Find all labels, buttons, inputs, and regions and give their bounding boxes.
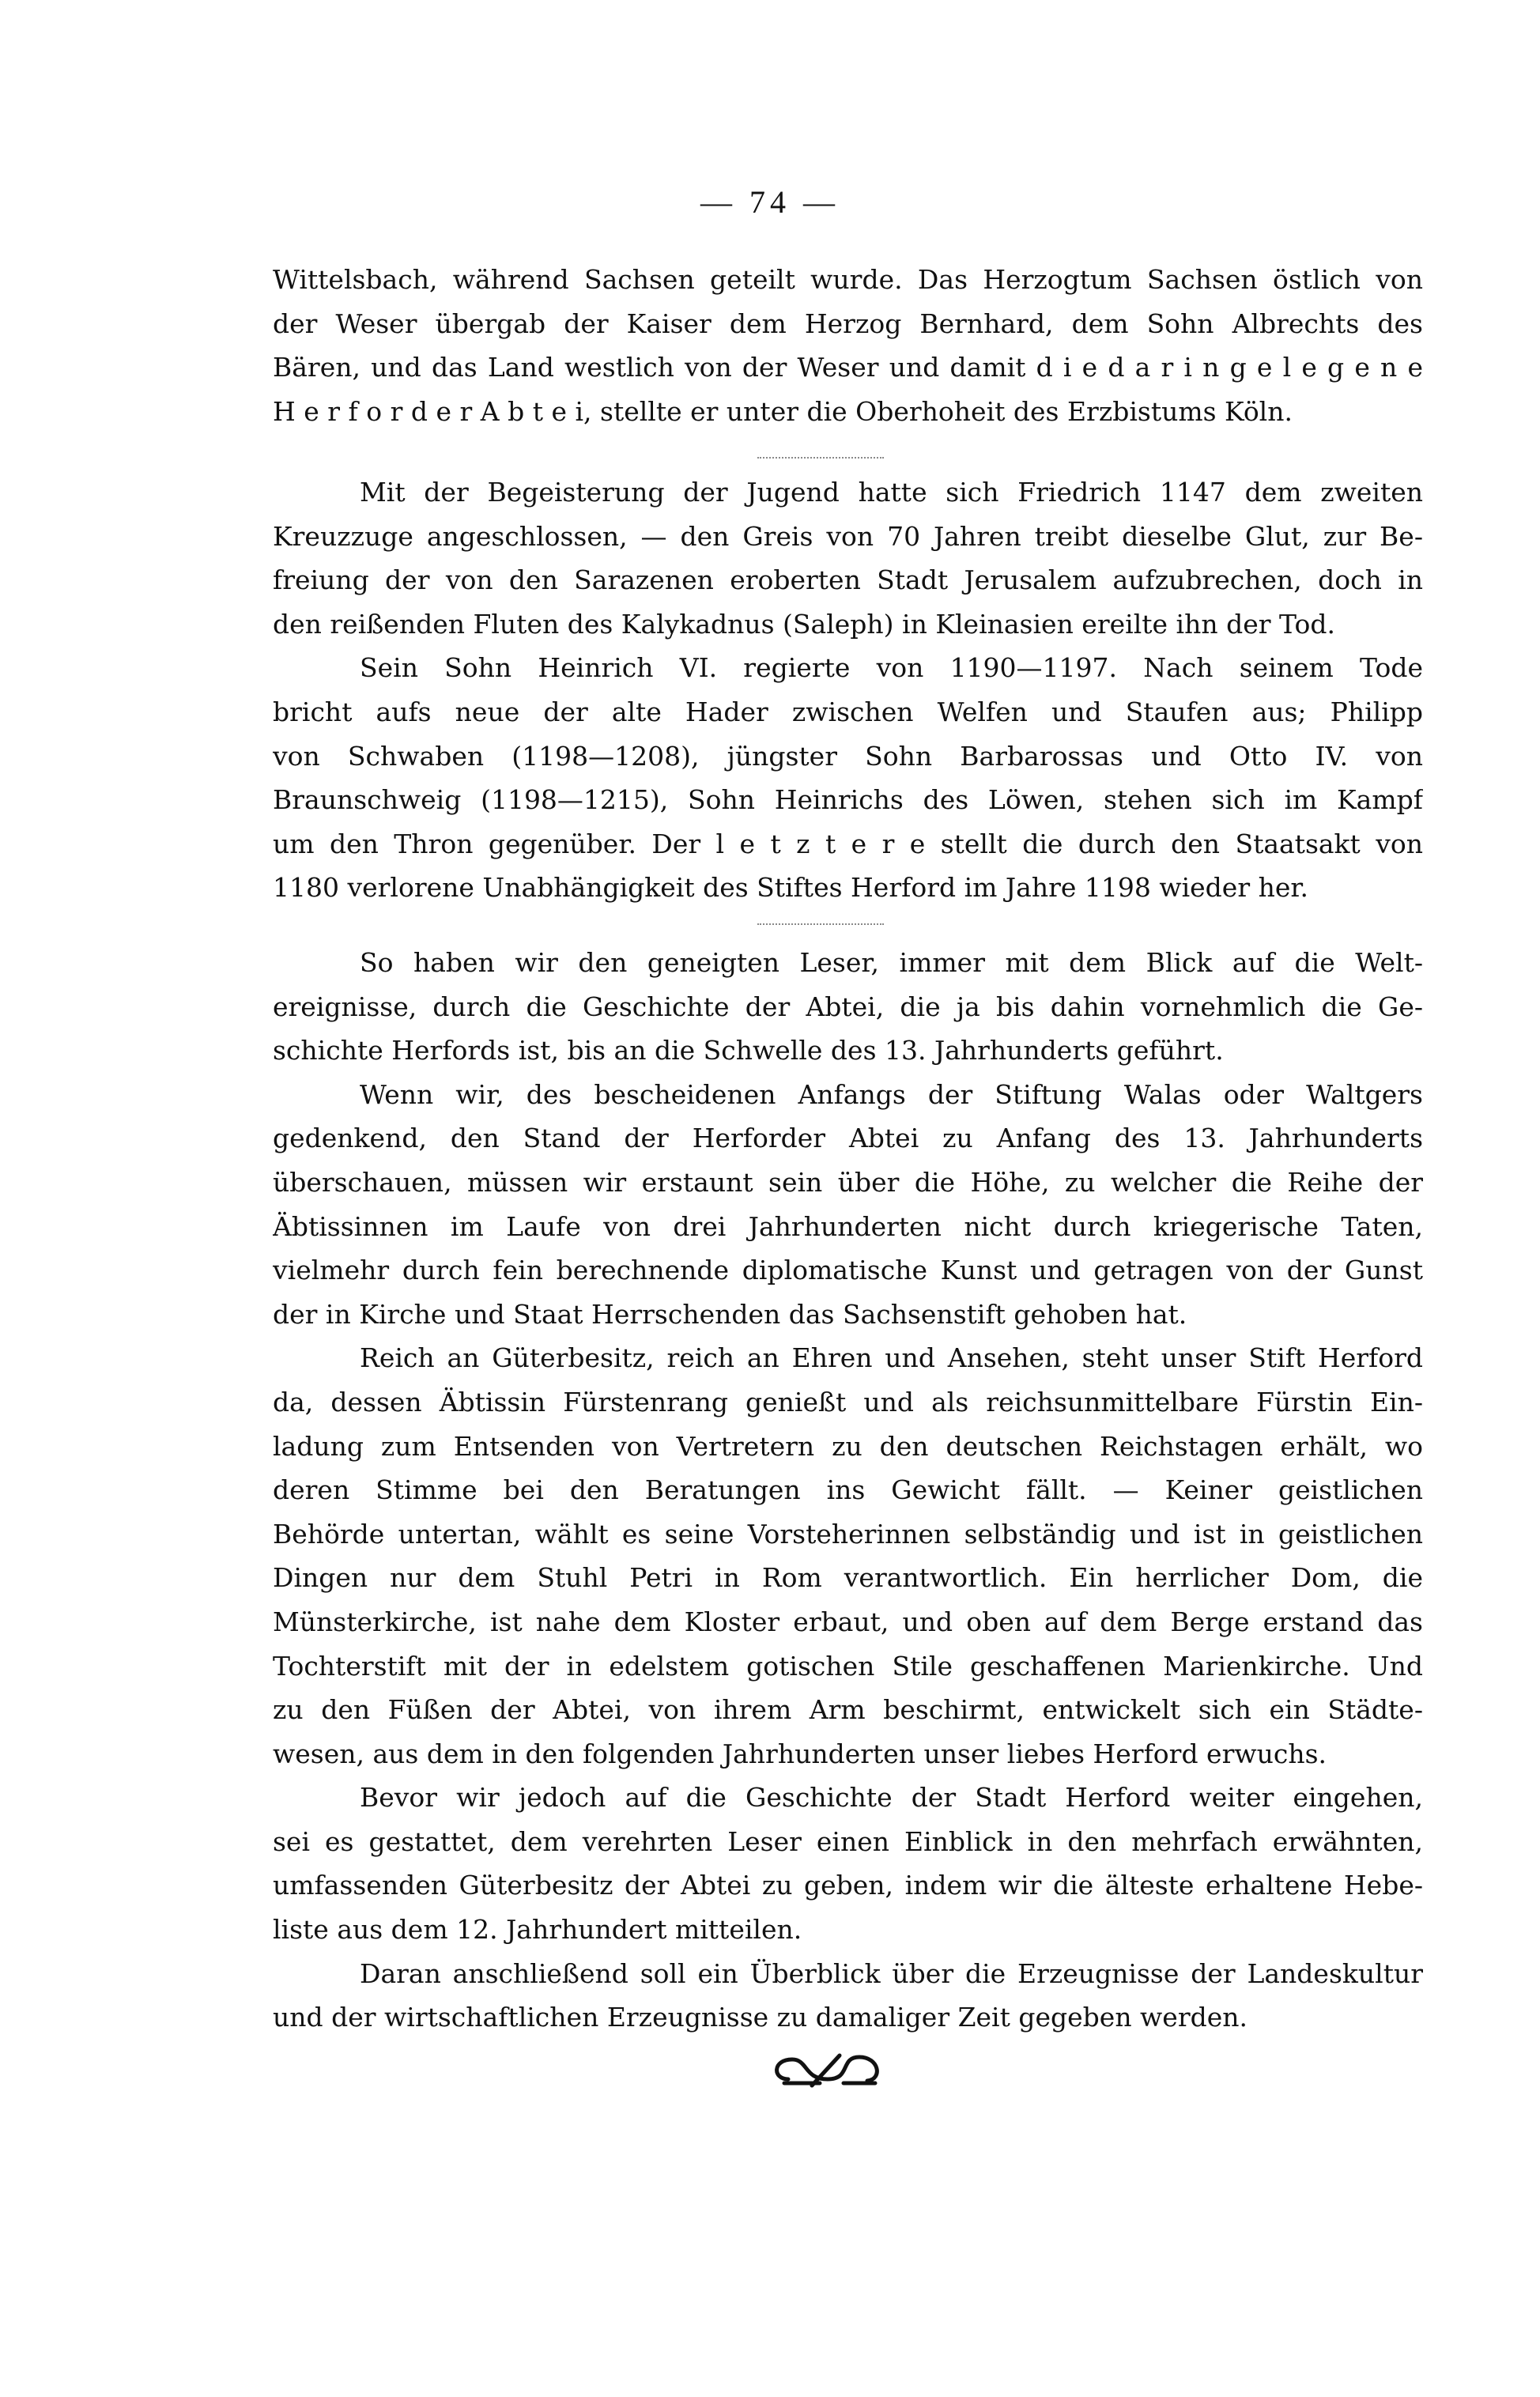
text-line: um den Thron gegenüber. Der l e t z t e r e stellt die durch den Staatsakt von [273, 828, 1423, 859]
text-line: Reich an Güterbesitz, reich an Ehren und Ansehen, steht unser Stift Herford [360, 1342, 1423, 1374]
text-block-3 [273, 941, 1423, 2040]
text-line: den reißenden Fluten des Kalykadnus (Saleph) in Kleinasien ereilte ihn der Tod. [273, 608, 1335, 640]
text-line: umfassenden Güterbesitz der Abtei zu geben, indem wir die älteste erhaltene Hebe- [273, 1870, 1423, 1901]
text-line: da, dessen Äbtissin Fürstenrang genießt und als reichsunmittelbare Fürstin Ein- [273, 1386, 1423, 1417]
section-divider [757, 923, 884, 925]
text-line: Braunschweig (1198—1215), Sohn Heinrichs des Löwen, stehen sich im Kampf [273, 784, 1423, 816]
text-line: Münsterkirche, ist nahe dem Kloster erbaut, und oben auf dem Berge erstand das [273, 1606, 1423, 1637]
text-line: wesen, aus dem in den folgenden Jahrhunderten unser liebes Herford erwuchs. [273, 1738, 1327, 1769]
paragraph [273, 1073, 1423, 1337]
text-line: Äbtissinnen im Laufe von drei Jahrhunderten nicht durch kriegerische Taten, [273, 1210, 1423, 1242]
text-line: liste aus dem 12. Jahrhundert mitteilen. [273, 1914, 802, 1946]
text-line: deren Stimme bei den Beratungen ins Gewicht fällt. — Keiner geistlichen [273, 1474, 1423, 1506]
text-line: zu den Füßen der Abtei, von ihrem Arm beschirmt, entwickelt sich ein Städte- [273, 1694, 1423, 1726]
paragraph [273, 1336, 1423, 1776]
text-line: Wenn wir, des bescheidenen Anfangs der Stiftung Walas oder Waltgers [360, 1078, 1423, 1110]
text-line: der Weser übergab der Kaiser dem Herzog Bernhard, dem Sohn Albrechts des [273, 308, 1423, 339]
paragraph [273, 1776, 1423, 1951]
text-line: Daran anschließend soll ein Überblick über die Erzeugnisse der Landeskultur [360, 1957, 1423, 1989]
text-line: der in Kirche und Staat Herrschenden das Sachsenstift gehoben hat. [273, 1298, 1187, 1330]
text-block-1 [273, 258, 1423, 433]
page-number: — 74 — [700, 184, 840, 220]
text-line: Kreuzzuge angeschlossen, — den Greis von 70 Jahren treibt dieselbe Glut, zur Be- [273, 520, 1423, 552]
text-line: Sein Sohn Heinrich VI. regierte von 1190—1197. Nach seinem Tode [360, 652, 1423, 684]
paragraph [273, 258, 1423, 433]
text-line: ladung zum Entsenden von Vertretern zu den deutschen Reichstagen erhält, wo [273, 1430, 1423, 1462]
text-line: vielmehr durch fein berechnende diplomatische Kunst und getragen von der Gunst [273, 1255, 1423, 1286]
ornament-flourish [764, 2048, 896, 2095]
text-line: gedenkend, den Stand der Herforder Abtei zu Anfang des 13. Jahrhunderts [273, 1123, 1423, 1154]
paragraph [273, 941, 1423, 1073]
text-line: freiung der von den Sarazenen eroberten Stadt Jerusalem aufzubrechen, doch in [273, 564, 1423, 596]
text-line: überschauen, müssen wir erstaunt sein über die Höhe, zu welcher die Reihe der [273, 1166, 1423, 1198]
text-line: H e r f o r d e r A b t e i, stellte er unter die Oberhoheit des Erzbistums Köln. [273, 395, 1293, 427]
text-line: Bären, und das Land westlich von der Weser und damit d i e d a r i n g e l e g e n e [273, 352, 1423, 383]
text-line: schichte Herfords ist, bis an die Schwelle des 13. Jahrhunderts geführt. [273, 1035, 1224, 1066]
text-line: Dingen nur dem Stuhl Petri in Rom verantwortlich. Ein herrlicher Dom, die [273, 1562, 1423, 1594]
paragraph [273, 1952, 1423, 2040]
text-line: ereignisse, durch die Geschichte der Abtei, die ja bis dahin vornehmlich die Ge- [273, 991, 1423, 1022]
text-block-2 [273, 470, 1423, 910]
text-line: So haben wir den geneigten Leser, immer mit dem Blick auf die Welt- [360, 947, 1423, 978]
paragraph [273, 470, 1423, 646]
text-line: Wittelsbach, während Sachsen geteilt wurde. Das Herzogtum Sachsen östlich von [273, 264, 1423, 295]
text-line: Behörde untertan, wählt es seine Vorsteherinnen selbständig und ist in geistlichen [273, 1518, 1423, 1550]
section-divider [757, 457, 884, 459]
text-line: Bevor wir jedoch auf die Geschichte der Stadt Herford weiter eingehen, [360, 1782, 1423, 1814]
text-line: und der wirtschaftlichen Erzeugnisse zu damaliger Zeit gegeben werden. [273, 2002, 1248, 2033]
text-line: von Schwaben (1198—1208), jüngster Sohn Barbarossas und Otto IV. von [273, 740, 1423, 772]
text-line: Tochterstift mit der in edelstem gotischen Stile geschaffenen Marienkirche. Und [273, 1650, 1423, 1682]
paragraph [273, 646, 1423, 910]
text-line: 1180 verlorene Unabhängigkeit des Stiftes Herford im Jahre 1198 wieder her. [273, 872, 1309, 904]
text-line: Mit der Begeisterung der Jugend hatte sich Friedrich 1147 dem zweiten [360, 477, 1423, 508]
text-line: sei es gestattet, dem verehrten Leser einen Einblick in den mehrfach erwähnten, [273, 1825, 1423, 1857]
text-line: bricht aufs neue der alte Hader zwischen Welfen und Staufen aus; Philipp [273, 696, 1423, 727]
